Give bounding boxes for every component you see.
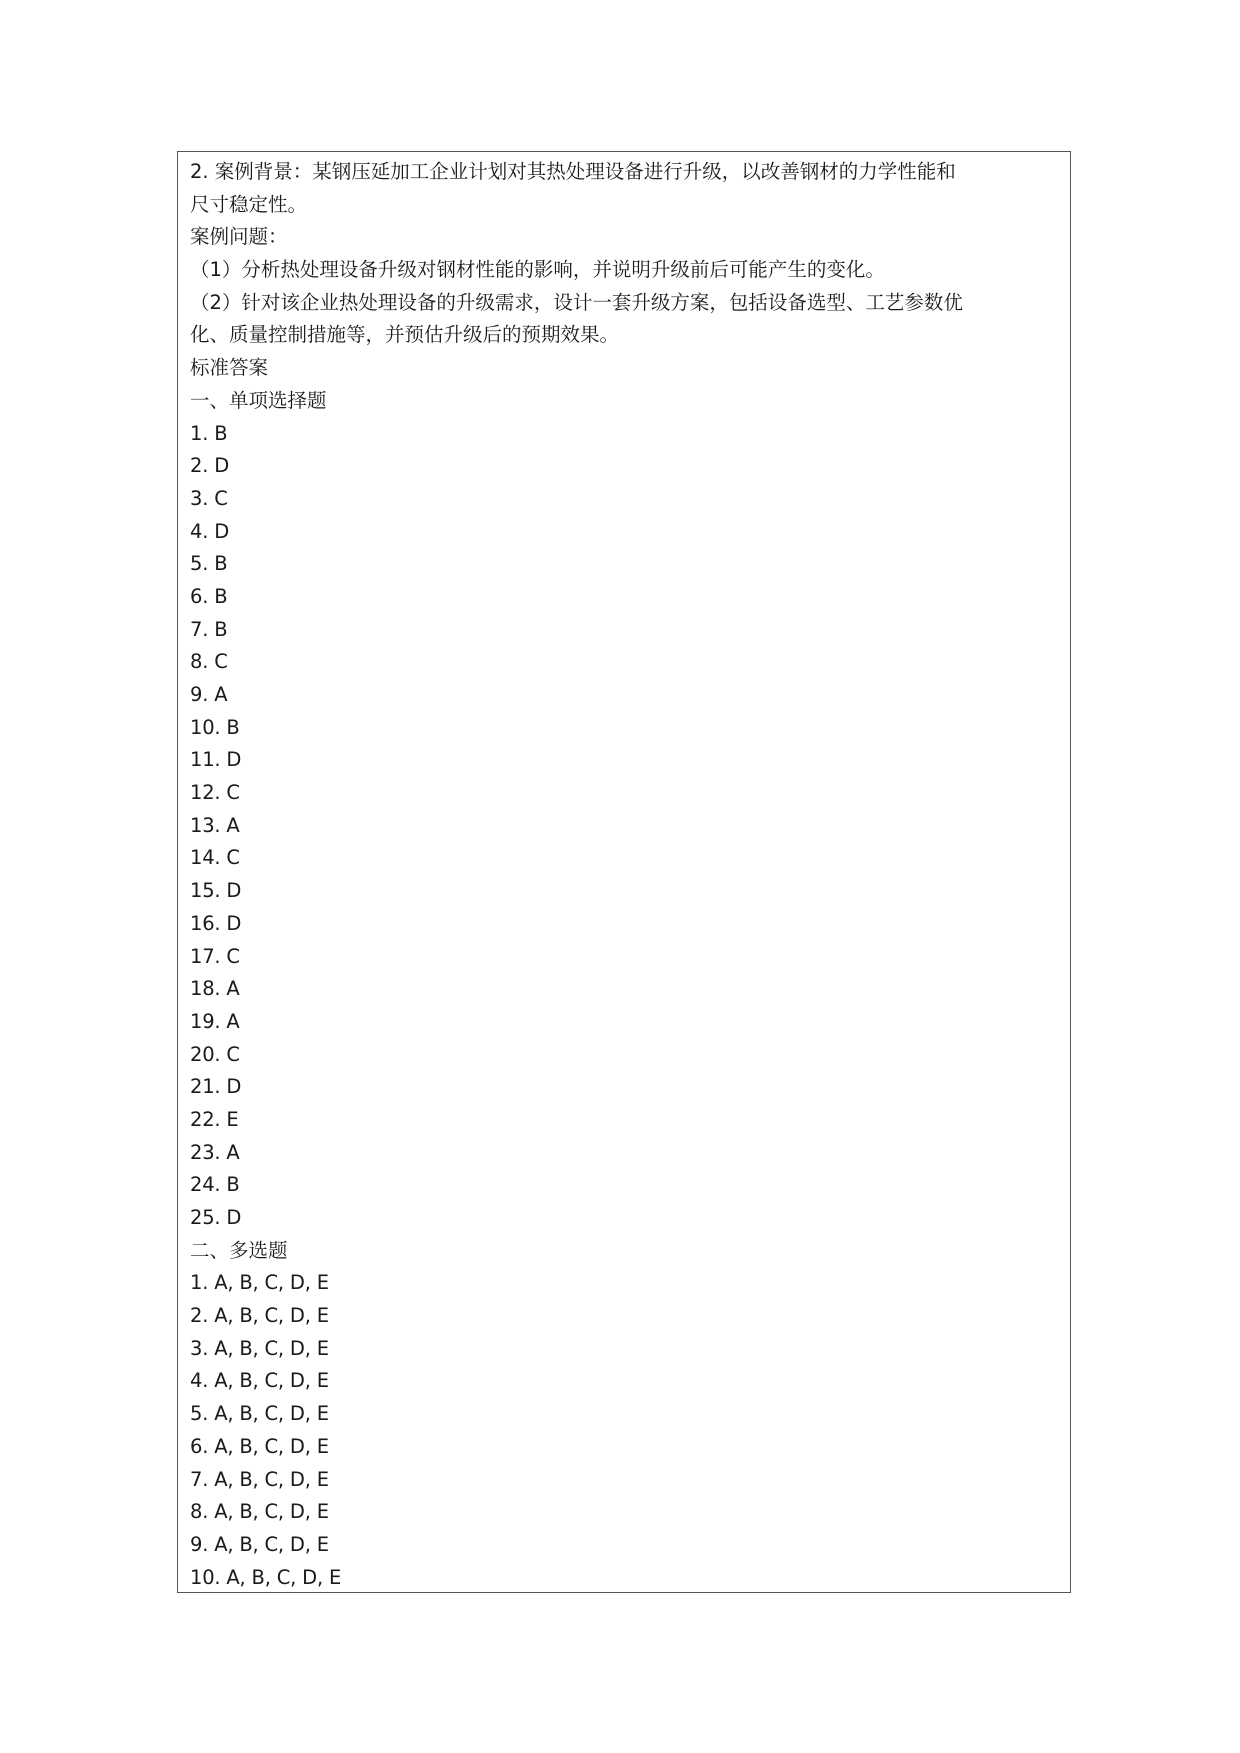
single-answer-item: 17. C xyxy=(190,944,240,968)
case-background-line-2: 尺寸稳定性。 xyxy=(190,192,308,216)
single-answer-item: 19. A xyxy=(190,1009,240,1033)
single-answer-item: 2. D xyxy=(190,454,230,478)
single-answer-item: 12. C xyxy=(190,781,240,805)
single-answer-item: 13. A xyxy=(190,813,240,837)
single-answer-item: 16. D xyxy=(190,911,242,935)
multi-answer-item: 7. A, B, C, D, E xyxy=(190,1467,329,1491)
single-answer-item: 4. D xyxy=(190,519,230,543)
single-answer-item: 20. C xyxy=(190,1042,240,1066)
case-question-2-line-2: 化、质量控制措施等，并预估升级后的预期效果。 xyxy=(190,323,620,347)
single-choice-heading: 一、单项选择题 xyxy=(190,388,327,412)
document-box xyxy=(177,151,1071,1593)
single-answer-item: 18. A xyxy=(190,977,240,1001)
single-answer-item: 10. B xyxy=(190,715,240,739)
single-answer-item: 5. B xyxy=(190,552,228,576)
single-answer-item: 9. A xyxy=(190,683,228,706)
single-answer-item: 14. C xyxy=(190,846,240,870)
case-questions-heading: 案例问题： xyxy=(190,225,288,249)
multi-answer-item: 8. A, B, C, D, E xyxy=(190,1500,329,1524)
multi-answer-item: 9. A, B, C, D, E xyxy=(190,1532,329,1556)
single-answer-item: 24. B xyxy=(190,1173,240,1197)
multi-answer-item: 10. A, B, C, D, E xyxy=(190,1565,342,1589)
multi-answer-item: 6. A, B, C, D, E xyxy=(190,1434,329,1458)
single-answer-item: 7. B xyxy=(190,617,228,641)
multi-answer-item: 3. A, B, C, D, E xyxy=(190,1336,329,1360)
single-choice-answer-list xyxy=(190,418,1060,1235)
single-answer-item: 22. E xyxy=(190,1107,239,1131)
multi-choice-heading: 二、多选题 xyxy=(190,1238,288,1262)
case-question-2-line-1: （2）针对该企业热处理设备的升级需求，设计一套升级方案，包括设备选型、工艺参数优 xyxy=(190,290,963,314)
case-question-1: （1）分析热处理设备升级对钢材性能的影响，并说明升级前后可能产生的变化。 xyxy=(190,258,885,282)
single-answer-item: 25. D xyxy=(190,1206,242,1229)
multi-answer-item: 1. A, B, C, D, E xyxy=(190,1271,329,1295)
single-answer-item: 3. C xyxy=(190,486,228,510)
single-answer-item: 23. A xyxy=(190,1140,240,1164)
single-answer-item: 8. C xyxy=(190,650,228,674)
answers-heading: 标准答案 xyxy=(190,356,269,380)
case-background-line-1: 2. 案例背景：某钢压延加工企业计划对其热处理设备进行升级，以改善钢材的力学性能和 xyxy=(190,160,956,183)
single-answer-item: 21. D xyxy=(190,1075,242,1099)
single-answer-item: 1. B xyxy=(190,421,228,445)
single-answer-item: 15. D xyxy=(190,879,242,903)
single-answer-item: 11. D xyxy=(190,748,242,772)
multi-answer-item: 5. A, B, C, D, E xyxy=(190,1402,329,1426)
multi-answer-item: 4. A, B, C, D, E xyxy=(190,1369,329,1393)
multi-answer-item: 2. A, B, C, D, E xyxy=(190,1304,329,1328)
single-answer-item: 6. B xyxy=(190,584,228,608)
multi-choice-answer-list xyxy=(190,1267,1060,1594)
